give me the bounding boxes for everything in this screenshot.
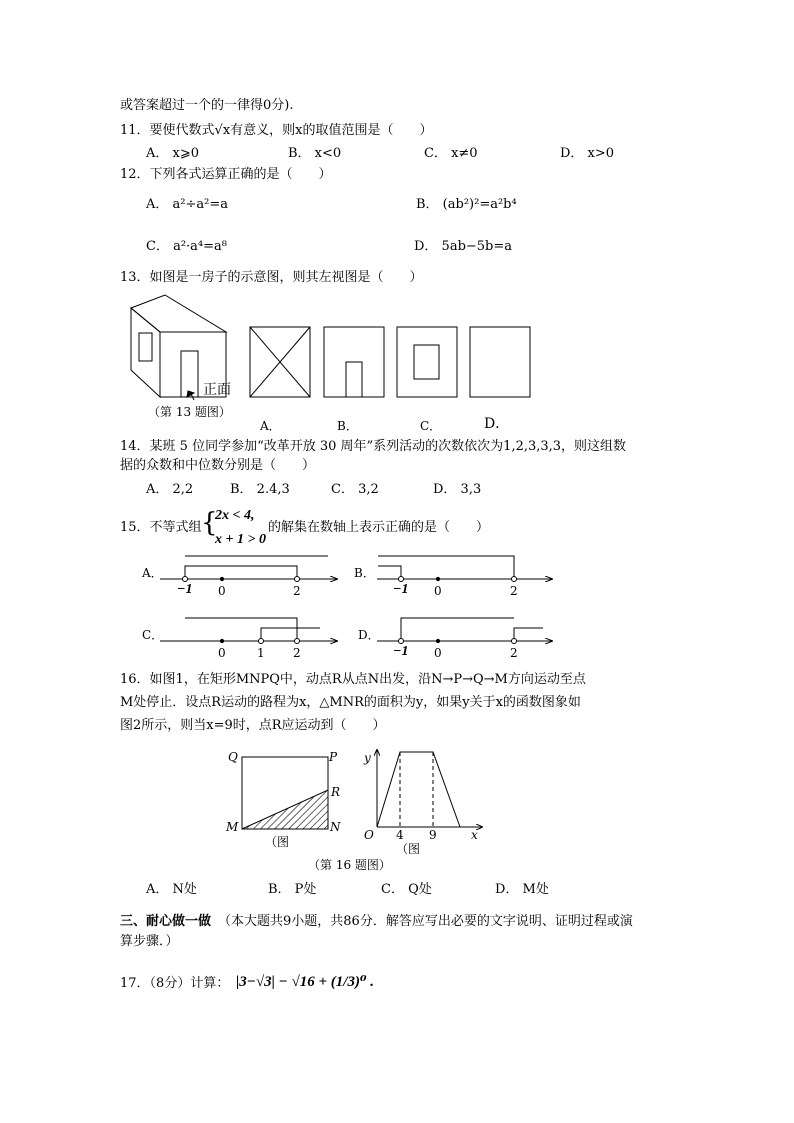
q16-option-a[interactable]: A． N处 xyxy=(146,882,197,897)
q16-label-y: y xyxy=(364,751,371,765)
q16-tick-4: 4 xyxy=(396,828,404,842)
q17-expression: |3−√3| − √16 + (1/3)⁰ . xyxy=(236,974,375,990)
q14-option-a[interactable]: A． 2,2 xyxy=(146,482,194,497)
q15-tick-d-neg1: −1 xyxy=(393,644,409,659)
q15-ineq2: x + 1 > 0 xyxy=(215,532,266,547)
q12-option-c[interactable]: C． a²·a⁴=a⁸ xyxy=(146,239,227,254)
q11-option-b[interactable]: B． x<0 xyxy=(288,146,342,161)
q16-label-q: Q xyxy=(228,750,238,764)
q11-option-d[interactable]: D． x>0 xyxy=(560,146,615,161)
q16-label-m: M xyxy=(226,820,239,834)
q15-tick-a-2: 2 xyxy=(293,584,301,598)
q12-option-a[interactable]: A． a²÷a²=a xyxy=(146,197,228,212)
q15-tick-b-0: 0 xyxy=(434,584,442,598)
q15-tick-c-1: 1 xyxy=(257,646,265,660)
q15-tick-b-neg1: −1 xyxy=(393,582,409,597)
q12-option-d[interactable]: D． 5ab−5b=a xyxy=(414,239,513,254)
q15-tick-d-2: 2 xyxy=(510,646,518,660)
q16-label-x: x xyxy=(471,828,478,842)
q16-label-o: O xyxy=(364,828,374,842)
q14-option-b[interactable]: B． 2.4,3 xyxy=(230,482,290,497)
q16-caption: （第 16 题图） xyxy=(308,858,391,872)
q11-stem: 11．要使代数式√x有意义，则x的取值范围是（ ） xyxy=(120,123,433,138)
section3-desc-line1: （本大题共9小题，共86分．解答应写出必要的文字说明、证明过程或演 xyxy=(218,914,633,929)
q12-stem: 12．下列各式运算正确的是（ ） xyxy=(120,167,332,182)
q13-front-label: 正面 xyxy=(203,382,231,398)
section3-title: 三、耐心做一做 xyxy=(120,914,212,929)
q15-ineq1: 2x < 4, xyxy=(215,508,255,523)
q15-stem-suffix: 的解集在数轴上表示正确的是（ ） xyxy=(268,520,490,535)
q16-fig1-caption: （图 xyxy=(265,835,290,849)
q16-option-b[interactable]: B． P处 xyxy=(268,882,317,897)
q15-tick-c-2: 2 xyxy=(293,646,301,660)
q14-option-c[interactable]: C． 3,2 xyxy=(331,482,379,497)
q16-label-r: R xyxy=(331,785,341,799)
q16-fig2-graph xyxy=(377,750,482,827)
q15-brace: { xyxy=(201,508,218,538)
q16-triangle-mnr xyxy=(242,790,328,829)
q16-fig1-rectangle xyxy=(242,757,328,829)
q15-tick-a-neg1: −1 xyxy=(177,582,193,597)
section3-desc-line2: 算步骤．） xyxy=(120,934,179,949)
q11-option-a[interactable]: A． x⩾0 xyxy=(146,146,200,161)
q14-stem-line2: 据的众数和中位数分别是（ ） xyxy=(120,458,316,473)
q13-choice-a[interactable]: A． xyxy=(260,419,281,433)
q16-stem-line1: 16．如图1，在矩形MNPQ中，动点R从点N出发，沿N→P→Q→M方向运动至点 xyxy=(120,672,586,687)
q15-tick-c-0: 0 xyxy=(218,646,226,660)
q16-fig2-caption: （图 xyxy=(396,842,421,856)
q15-option-a[interactable]: A． xyxy=(142,566,163,580)
q13-choice-d[interactable]: D． xyxy=(484,416,510,432)
q13-caption: （第 13 题图） xyxy=(148,405,231,419)
q15-stem-prefix: 15．不等式组 xyxy=(120,520,202,535)
q16-stem-line2: M处停止．设点R运动的路程为x，△MNR的面积为y，如果y关于x的函数图象如 xyxy=(120,695,581,710)
q15-tick-b-2: 2 xyxy=(510,584,518,598)
q16-tick-9: 9 xyxy=(429,828,437,842)
q17-stem: 17．（8分）计算： xyxy=(120,976,230,991)
q15-option-d[interactable]: D． xyxy=(358,628,380,642)
q16-option-d[interactable]: D． M处 xyxy=(495,882,549,897)
q13-choice-b[interactable]: B． xyxy=(337,419,358,433)
intro-tail: 或答案超过一个的一律得0分). xyxy=(120,98,294,113)
q16-stem-line3: 图2所示，则当x=9时，点R应运动到（ ） xyxy=(120,718,386,733)
q15-option-b[interactable]: B． xyxy=(354,566,375,580)
q11-option-c[interactable]: C． x≠0 xyxy=(424,146,478,161)
q14-stem-line1: 14．某班 5 位同学参加“改革开放 30 周年”系列活动的次数依次为1,2,3,3,3，则这组数 xyxy=(120,439,627,454)
q15-tick-a-0: 0 xyxy=(218,584,226,598)
q14-option-d[interactable]: D． 3,3 xyxy=(433,482,482,497)
q15-option-c[interactable]: C． xyxy=(142,628,164,642)
q16-label-n: N xyxy=(330,820,341,834)
q13-stem: 13．如图是一房子的示意图，则其左视图是（ ） xyxy=(120,270,423,285)
q16-label-p: P xyxy=(329,750,338,764)
q15-tick-d-0: 0 xyxy=(434,646,442,660)
q16-option-c[interactable]: C． Q处 xyxy=(381,882,432,897)
q13-choice-c[interactable]: C． xyxy=(420,419,442,433)
q12-option-b[interactable]: B． (ab²)²=a²b⁴ xyxy=(416,197,517,212)
